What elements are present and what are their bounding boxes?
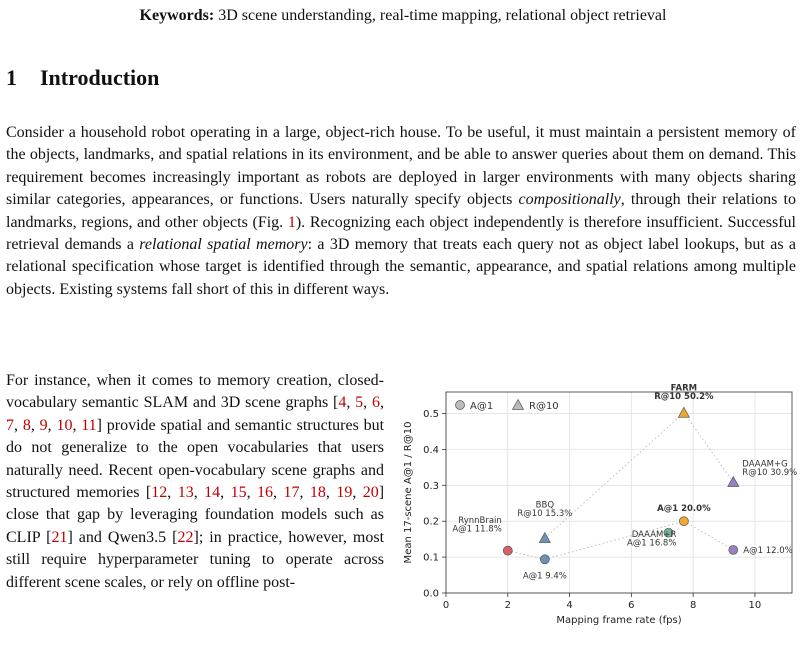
legend-label-a1: A@1 bbox=[470, 401, 494, 412]
citation-separator: , bbox=[325, 484, 337, 502]
legend-circle-icon bbox=[456, 401, 465, 410]
p1-text-1: Consider a household robot operating in a large, object-rich house. To be useful, it must maintain a persistent memory of the objects, landmarks, and spatial relations in its environment, and be able to answer queries about them on demand. This requirement becomes increasingly important as robots are deployed in larger environments with many objects sharing similar categories, appearances, or functions. Users naturally specify objects bbox=[6, 124, 796, 209]
legend-label-r10: R@10 bbox=[529, 401, 559, 412]
y-tick-label: 0.5 bbox=[423, 409, 439, 421]
x-axis-label: Mapping frame rate (fps) bbox=[556, 615, 682, 626]
citation-link[interactable]: 11 bbox=[81, 416, 97, 434]
citation-link[interactable]: 9 bbox=[39, 416, 48, 434]
figure-reference-link[interactable]: 1 bbox=[287, 213, 296, 231]
dotted-link bbox=[545, 413, 684, 541]
citation-separator: , bbox=[193, 484, 205, 502]
y-axis-label: Mean 17-scene A@1 / R@10 bbox=[403, 421, 414, 564]
citation-link[interactable]: 21 bbox=[51, 528, 68, 546]
citation-link[interactable]: 4 bbox=[338, 394, 347, 412]
citation-separator: , bbox=[346, 394, 356, 412]
annotation-line: R@10 50.2% bbox=[654, 391, 714, 402]
citation-separator: , bbox=[352, 484, 363, 502]
citation-separator: , bbox=[246, 484, 258, 502]
annotation-line: R@10 15.3% bbox=[517, 509, 573, 520]
p1-text-3: ). Recognizing each object independently is therefore insufficient. Successful retrieval demands a bbox=[6, 213, 796, 254]
r10-point bbox=[539, 533, 550, 543]
keywords-line bbox=[0, 6, 806, 26]
keywords-text: 3D scene understanding, real-time mapping, relational object retrieval bbox=[218, 7, 667, 24]
citation-separator: , bbox=[30, 416, 40, 434]
citation-link[interactable]: 19 bbox=[336, 484, 353, 502]
p2-text-4: ] and Qwen3.5 [ bbox=[67, 528, 178, 546]
y-tick-label: 0.2 bbox=[423, 516, 439, 528]
r10-point bbox=[728, 477, 739, 487]
intro-paragraph-1 bbox=[6, 122, 796, 301]
annotation-line: A@1 11.8% bbox=[452, 524, 502, 535]
a1-point bbox=[679, 517, 688, 526]
chart-axes bbox=[423, 392, 792, 611]
intro-paragraph-2 bbox=[6, 370, 384, 594]
point-annotation bbox=[654, 383, 714, 402]
y-tick-label: 0.4 bbox=[423, 444, 439, 456]
citation-link[interactable]: 13 bbox=[177, 484, 194, 502]
p1-text-4: : a 3D memory that treats each query not as object label lookups, but as a relational specification whose target is identified through the semantic, appearance, and spatial relations among multiple objects. Existing systems fall short of this in different ways. bbox=[6, 236, 796, 298]
p2-text-1: For instance, when it comes to memory creation, closed-vocabulary semantic SLAM and 3D scene graphs [ bbox=[6, 372, 384, 412]
chart-legend bbox=[456, 400, 559, 413]
annotation-line: A@1 12.0% bbox=[743, 545, 793, 556]
a1-point bbox=[503, 546, 512, 555]
citation-link[interactable]: 8 bbox=[22, 416, 31, 434]
legend-triangle-icon bbox=[513, 400, 524, 410]
dotted-link bbox=[684, 413, 733, 482]
citation-link[interactable]: 17 bbox=[283, 484, 300, 502]
p2-text-3: ] close that gap by leveraging foundation models such as CLIP [ bbox=[6, 484, 385, 546]
section-title: Introduction bbox=[40, 65, 160, 90]
keywords-label: Keywords: bbox=[139, 7, 215, 24]
annotation-line: FARM bbox=[670, 383, 698, 394]
annotation-line: A@1 16.8% bbox=[626, 538, 677, 549]
chart-svg bbox=[396, 380, 804, 644]
citation-link[interactable]: 12 bbox=[151, 484, 168, 502]
citation-link[interactable]: 16 bbox=[257, 484, 274, 502]
citation-separator: , bbox=[363, 394, 372, 412]
point-annotation bbox=[452, 516, 501, 535]
point-annotation bbox=[742, 460, 797, 479]
x-tick-label: 6 bbox=[628, 600, 635, 611]
scatter-chart bbox=[396, 380, 804, 644]
citation-link[interactable]: 20 bbox=[362, 484, 379, 502]
plot-frame bbox=[446, 392, 792, 593]
citation-separator: , bbox=[14, 416, 23, 434]
annotation-line: DAAAM+G bbox=[742, 459, 788, 470]
point-annotation bbox=[523, 571, 567, 581]
annotation-line: DAAAM+R bbox=[631, 530, 677, 541]
point-annotation bbox=[517, 501, 572, 520]
citation-link[interactable]: 6 bbox=[372, 394, 380, 412]
annotation-line: RynnBrain bbox=[458, 516, 502, 527]
dotted-link bbox=[508, 551, 545, 560]
point-annotation bbox=[743, 546, 792, 556]
x-tick-label: 0 bbox=[442, 600, 450, 611]
citation-separator: , bbox=[47, 416, 57, 434]
citation-link[interactable]: 10 bbox=[56, 416, 73, 434]
y-tick-label: 0.3 bbox=[423, 480, 439, 492]
y-tick-label: 0.1 bbox=[423, 552, 439, 564]
y-tick-label: 0.0 bbox=[423, 588, 439, 600]
p2-text-5: ]; in practice, however, most still require hyperparameter tuning to operate across different scene scales, or rely on offline post- bbox=[6, 528, 385, 591]
annotation-line: A@1 20.0% bbox=[657, 504, 711, 515]
citation-separator: , bbox=[220, 484, 231, 502]
citation-separator: , bbox=[273, 484, 284, 502]
annotation-line: BBQ bbox=[535, 500, 555, 511]
chart-grid bbox=[446, 392, 792, 593]
p2-text-2: ] provide spatial and semantic structures but do not generalize to the open vocabularies that users naturally need. Recent open-vocabulary scene graphs and structured memories [ bbox=[6, 416, 385, 502]
x-tick-label: 4 bbox=[566, 600, 573, 611]
citation-link[interactable]: 5 bbox=[355, 394, 364, 412]
citation-link[interactable]: 15 bbox=[230, 484, 247, 502]
citation-link[interactable]: 14 bbox=[204, 484, 221, 502]
citation-separator: , bbox=[72, 416, 82, 434]
citation-separator: , bbox=[167, 484, 178, 502]
annotation-line: A@1 9.4% bbox=[522, 571, 567, 582]
section-heading bbox=[6, 64, 159, 92]
citation-separator: , bbox=[299, 484, 310, 502]
r10-point bbox=[678, 407, 689, 417]
citation-link[interactable]: 7 bbox=[6, 416, 14, 434]
a1-point bbox=[540, 555, 549, 564]
point-annotation bbox=[657, 504, 711, 514]
annotation-line: R@10 30.9% bbox=[742, 468, 798, 479]
citation-group-b bbox=[151, 484, 379, 501]
point-annotation bbox=[627, 530, 677, 549]
citation-link[interactable]: 18 bbox=[309, 484, 326, 502]
citation-separator: , bbox=[380, 394, 384, 412]
x-tick-label: 8 bbox=[689, 600, 697, 611]
p1-emphasis-compositionally: compositionally bbox=[518, 191, 621, 209]
p1-text-2: , through their relations to landmarks, regions, and other objects (Fig. bbox=[6, 191, 796, 231]
p1-emphasis-relational-spatial-memory: relational spatial memory bbox=[139, 236, 308, 254]
section-number: 1 bbox=[6, 65, 17, 90]
a1-point bbox=[729, 545, 738, 554]
dotted-link bbox=[684, 521, 733, 550]
chart-links bbox=[508, 413, 734, 559]
x-tick-label: 2 bbox=[504, 600, 511, 611]
citation-link[interactable]: 22 bbox=[177, 528, 194, 546]
x-tick-label: 10 bbox=[748, 600, 762, 611]
